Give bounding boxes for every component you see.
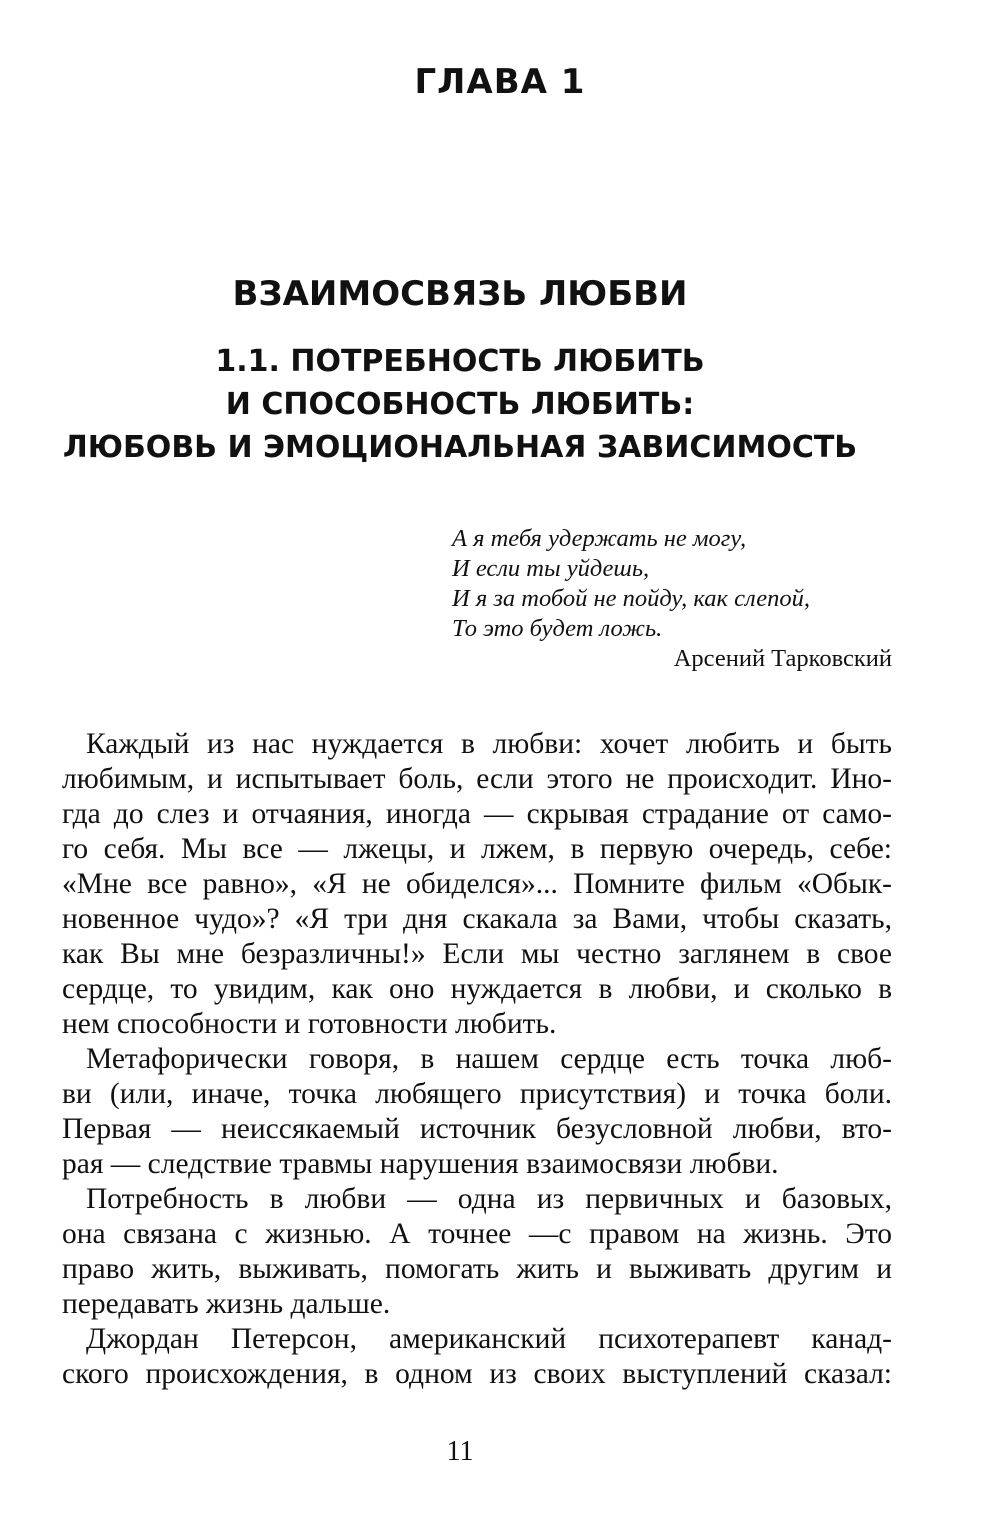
- page-number: 11: [446, 1436, 474, 1467]
- text-line: право жить, выживать, помогать жить и выживать другим и: [62, 1253, 892, 1285]
- epigraph-line: И если ты уйдешь,: [452, 555, 650, 582]
- text-line: ви (или, иначе, точка любящего присутствия) и точка боли.: [62, 1078, 892, 1110]
- section-title: [0, 340, 920, 469]
- text-line: сердце, то увидим, как оно нуждается в любви, и сколько в: [62, 973, 892, 1005]
- text-line: передавать жизнь дальше.: [62, 1288, 391, 1320]
- epigraph: [452, 524, 892, 674]
- text-line: Потребность в любви — одна из первичных и базовых,: [86, 1183, 892, 1215]
- epigraph-line: И я за тобой не пойду, как слепой,: [452, 585, 810, 612]
- text-line: гда до слез и отчаяния, иногда — скрывая страдание от само-: [62, 798, 892, 830]
- text-line: го себя. Мы все — лжецы, и лжем, в первую очередь, себе:: [62, 833, 892, 865]
- text-line: «Мне все равно», «Я не обиделся»... Помните фильм «Обык-: [62, 868, 892, 900]
- paragraph: [62, 1182, 892, 1322]
- chapter-heading: ГЛАВА 1: [414, 62, 586, 102]
- section-title-line: И СПОСОБНОСТЬ ЛЮБИТЬ:: [225, 387, 695, 422]
- text-line: Джордан Петерсон, американский психотерапевт канад-: [86, 1323, 892, 1355]
- body-text: [62, 727, 892, 1392]
- text-line: ского происхождения, в одном из своих выступлений сказал:: [62, 1358, 892, 1390]
- text-line: она связана с жизнью. А точнее —с правом на жизнь. Это: [62, 1218, 892, 1250]
- epigraph-line: То это будет ложь.: [452, 615, 663, 642]
- epigraph-line: А я тебя удержать не могу,: [452, 525, 747, 552]
- text-line: Первая — неиссякаемый источник безусловной любви, вто-: [62, 1113, 892, 1145]
- paragraph: [62, 1322, 892, 1392]
- text-line: любимым, и испытывает боль, если этого не происходит. Ино-: [62, 763, 892, 795]
- part-title: ВЗАИМОСВЯЗЬ ЛЮБВИ: [232, 274, 688, 314]
- text-line: как Вы мне безразличны!» Если мы честно заглянем в свое: [62, 938, 892, 970]
- section-title-line: 1.1. ПОТРЕБНОСТЬ ЛЮБИТЬ: [215, 344, 705, 379]
- paragraph: [62, 727, 892, 1042]
- epigraph-author: Арсений Тарковский: [673, 645, 892, 672]
- text-line: Метафорически говоря, в нашем сердце есть точка люб-: [86, 1043, 892, 1075]
- paragraph: [62, 1042, 892, 1182]
- text-line: нем способности и готовности любить.: [62, 1008, 557, 1040]
- section-title-line: ЛЮБОВЬ И ЭМОЦИОНАЛЬНАЯ ЗАВИСИМОСТЬ: [62, 430, 858, 465]
- text-line: Каждый из нас нуждается в любви: хочет любить и быть: [86, 728, 892, 760]
- text-line: рая — следствие травмы нарушения взаимосвязи любви.: [62, 1148, 779, 1180]
- text-line: новенное чудо»? «Я три дня скакала за Вами, чтобы сказать,: [62, 903, 892, 935]
